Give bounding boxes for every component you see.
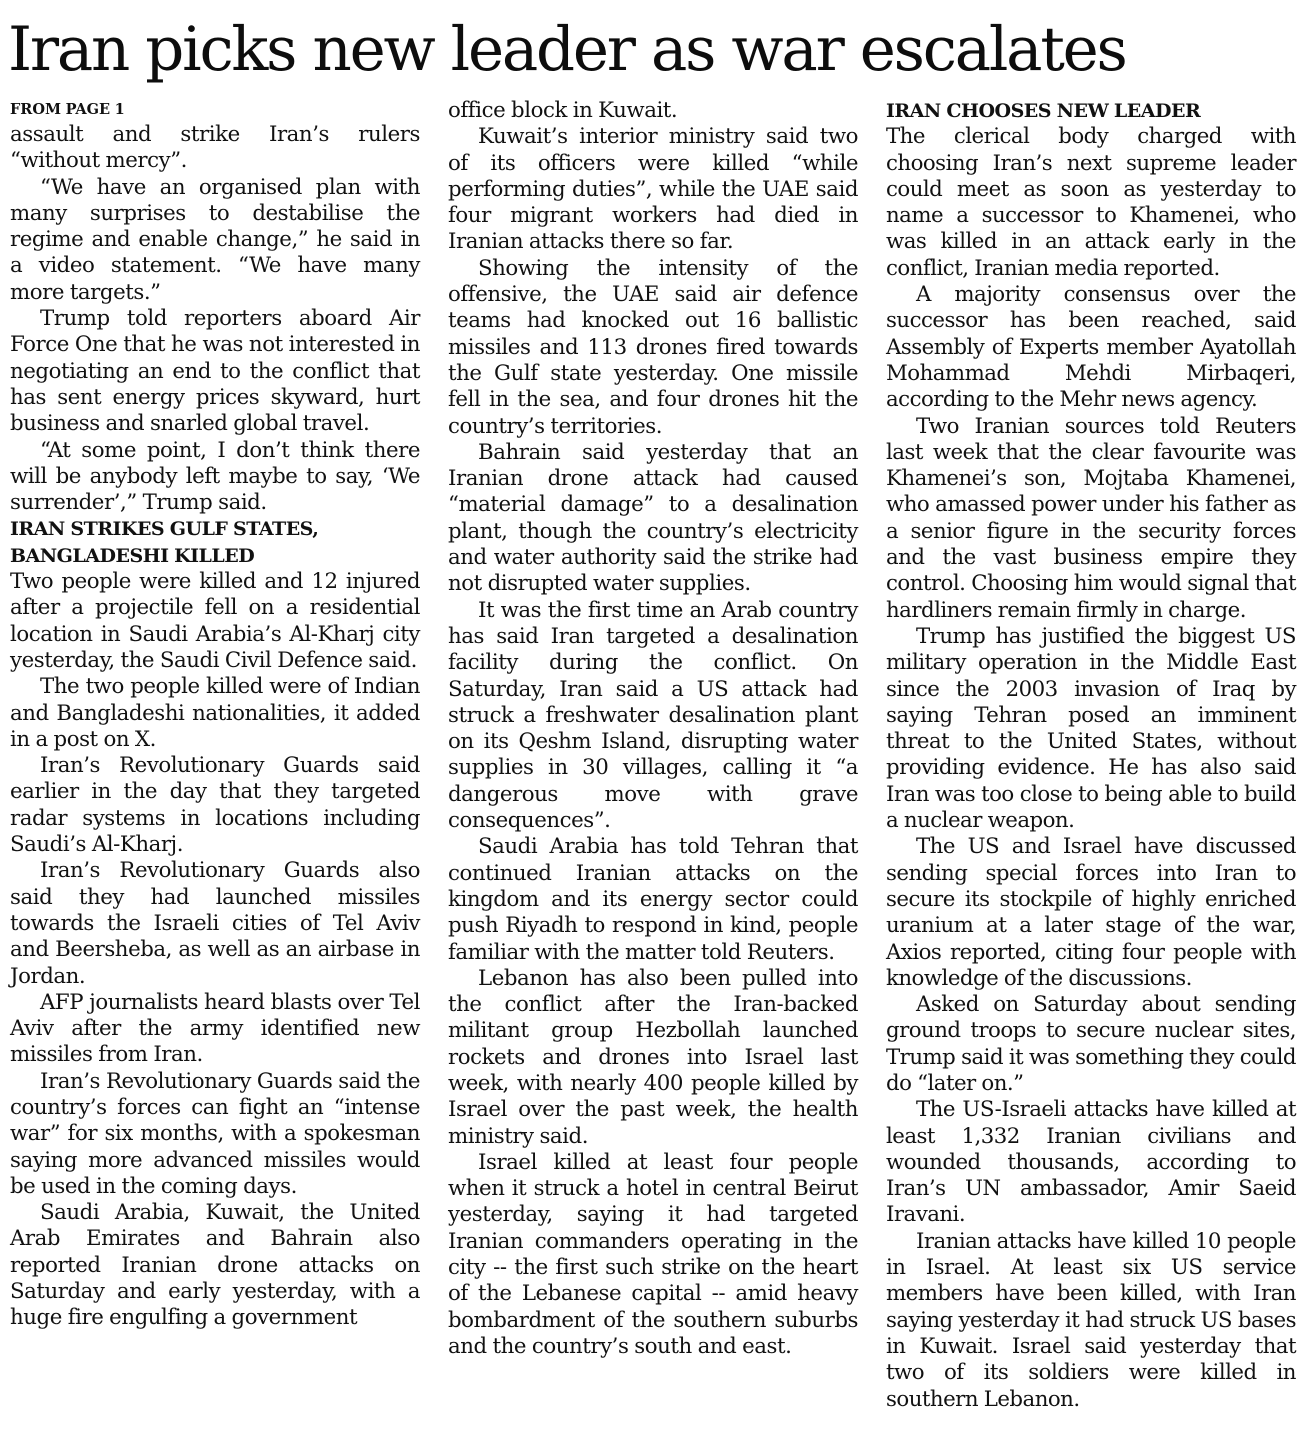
paragraph: Saudi Arabia has told Tehran that continued Iranian attacks on the kingdom and its energy sector could push Riyadh to respond in kind, people familiar with the matter told Reuters. xyxy=(448,834,858,965)
paragraph: Iran’s Revolutionary Guards said earlier in the day that they targeted radar systems in locations including Saudi’s Al-Kharj. xyxy=(10,753,420,858)
paragraph: Bahrain said yesterday that an Iranian drone attack had caused “material damage” to a desalination plant, though the country’s electricity and water authority said the strike had not disrupted water supplies. xyxy=(448,439,858,597)
paragraph: assault and strike Iran’s rulers “without mercy”. xyxy=(10,122,420,174)
paragraph: The US and Israel have discussed sending special forces into Iran to secure its stockpile of highly enriched uranium at a later stage of the war, Axios reported, citing four people with knowledge of the discussions. xyxy=(886,834,1296,991)
subheading: IRAN STRIKES GULF STATES, BANGLADESHI KILLED xyxy=(10,518,319,567)
paragraph: “At some point, I don’t think there will be anybody left maybe to say, ‘We surrender’,” Trump said. xyxy=(10,437,420,516)
paragraph: Kuwait’s interior ministry said two of its officers were killed “while performing duties”, while the UAE said four migrant workers had died in Iranian attacks there so far. xyxy=(448,124,858,255)
paragraph: Trump has justified the biggest US military operation in the Middle East since the 2003 invasion of Iraq by saying Tehran posed an imminent threat to the United States, without providing evidence. He has also said Iran was too close to being able to build a nuclear weapon. xyxy=(886,623,1296,834)
paragraph: office block in Kuwait. xyxy=(448,98,678,123)
paragraph: The clerical body charged with choosing Iran’s next supreme leader could meet as soon as yesterday to name a successor to Khamenei, who was killed in an attack early in the conflict, Iranian media reported. xyxy=(886,124,1296,281)
paragraph: The two people killed were of Indian and Bangladeshi nationalities, it added in a post on X. xyxy=(10,674,420,752)
article-column-1 xyxy=(10,98,420,1332)
paragraph: It was the first time an Arab country has said Iran targeted a desalination facility during the conflict. On Saturday, Iran said a US attack had struck a freshwater desalination plant on its Qeshm Island, disrupting water supplies in 30 villages, calling it “a dangerous move with grave consequences”. xyxy=(448,597,858,834)
paragraph: Israel killed at least four people when it struck a hotel in central Beirut yesterday, saying it had targeted Iranian commanders operating in the city -- the first such strike on the heart of the Lebanese capital -- amid heavy bombardment of the southern suburbs and the country’s south and east. xyxy=(448,1149,858,1359)
paragraph: Two people were killed and 12 injured after a projectile fell on a residential location in Saudi Arabia’s Al-Kharj city yesterday, the Saudi Civil Defence said. xyxy=(10,569,420,673)
paragraph: AFP journalists heard blasts over Tel Aviv after the army identified new missiles from Iran. xyxy=(10,989,420,1068)
paragraph: Iranian attacks have killed 10 people in Israel. At least six US service members have been killed, with Iran saying yesterday it had struck US bases in Kuwait. Israel said yesterday that two of its soldiers were killed in southern Lebanon. xyxy=(886,1228,1296,1412)
paragraph: Asked on Saturday about sending ground troops to secure nuclear sites, Trump said it was something they could do “later on.” xyxy=(886,992,1296,1096)
subheading: IRAN CHOOSES NEW LEADER xyxy=(886,100,1201,122)
paragraph: Iran’s Revolutionary Guards said the country’s forces can fight an “intense war” for six months, with a spokesman saying more advanced missiles would be used in the coming days. xyxy=(10,1068,420,1199)
paragraph: “We have an organised plan with many surprises to destabilise the regime and enable change,” he said in a video statement. “We have many more targets.” xyxy=(10,174,420,305)
paragraph: A majority consensus over the successor has been reached, said Assembly of Experts member Ayatollah Mohammad Mehdi Mirbaqeri, according to the Mehr news agency. xyxy=(886,282,1296,413)
paragraph: Two Iranian sources told Reuters last week that the clear favourite was Khamenei’s son, Mojtaba Khamenei, who amassed power under his father as a senior figure in the security forces and the vast business empire they control. Choosing him would signal that hardliners remain firmly in charge. xyxy=(886,413,1296,623)
paragraph: Iran’s Revolutionary Guards also said they had launched missiles towards the Israeli cities of Tel Aviv and Beersheba, as well as an airbase in Jordan. xyxy=(10,858,420,989)
paragraph: Trump told reporters aboard Air Force One that he was not interested in negotiating an end to the conflict that has sent energy prices skyward, hurt business and snarled global travel. xyxy=(10,306,420,437)
kicker: FROM PAGE 1 xyxy=(10,101,125,118)
paragraph: Showing the intensity of the offensive, the UAE said air defence teams had knocked out 16 ballistic missiles and 113 drones fired towards the Gulf state yesterday. One missile fell in the sea, and four drones hit the country’s territories. xyxy=(448,255,858,439)
headline: Iran picks new leader as war escalates xyxy=(8,14,1126,85)
paragraph: The US-Israeli attacks have killed at least 1,332 Iranian civilians and wounded thousands, according to Iran’s UN ambassador, Amir Saeid Iravani. xyxy=(886,1097,1296,1228)
paragraph: Saudi Arabia, Kuwait, the United Arab Emirates and Bahrain also reported Iranian drone attacks on Saturday and early yesterday, with a huge fire engulfing a government xyxy=(10,1200,420,1331)
article-column-3 xyxy=(886,98,1296,1413)
paragraph: Lebanon has also been pulled into the conflict after the Iran-backed militant group Hezbollah launched rockets and drones into Israel last week, with nearly 400 people killed by Israel over the past week, the health ministry said. xyxy=(448,965,858,1149)
article-column-2 xyxy=(448,98,858,1360)
